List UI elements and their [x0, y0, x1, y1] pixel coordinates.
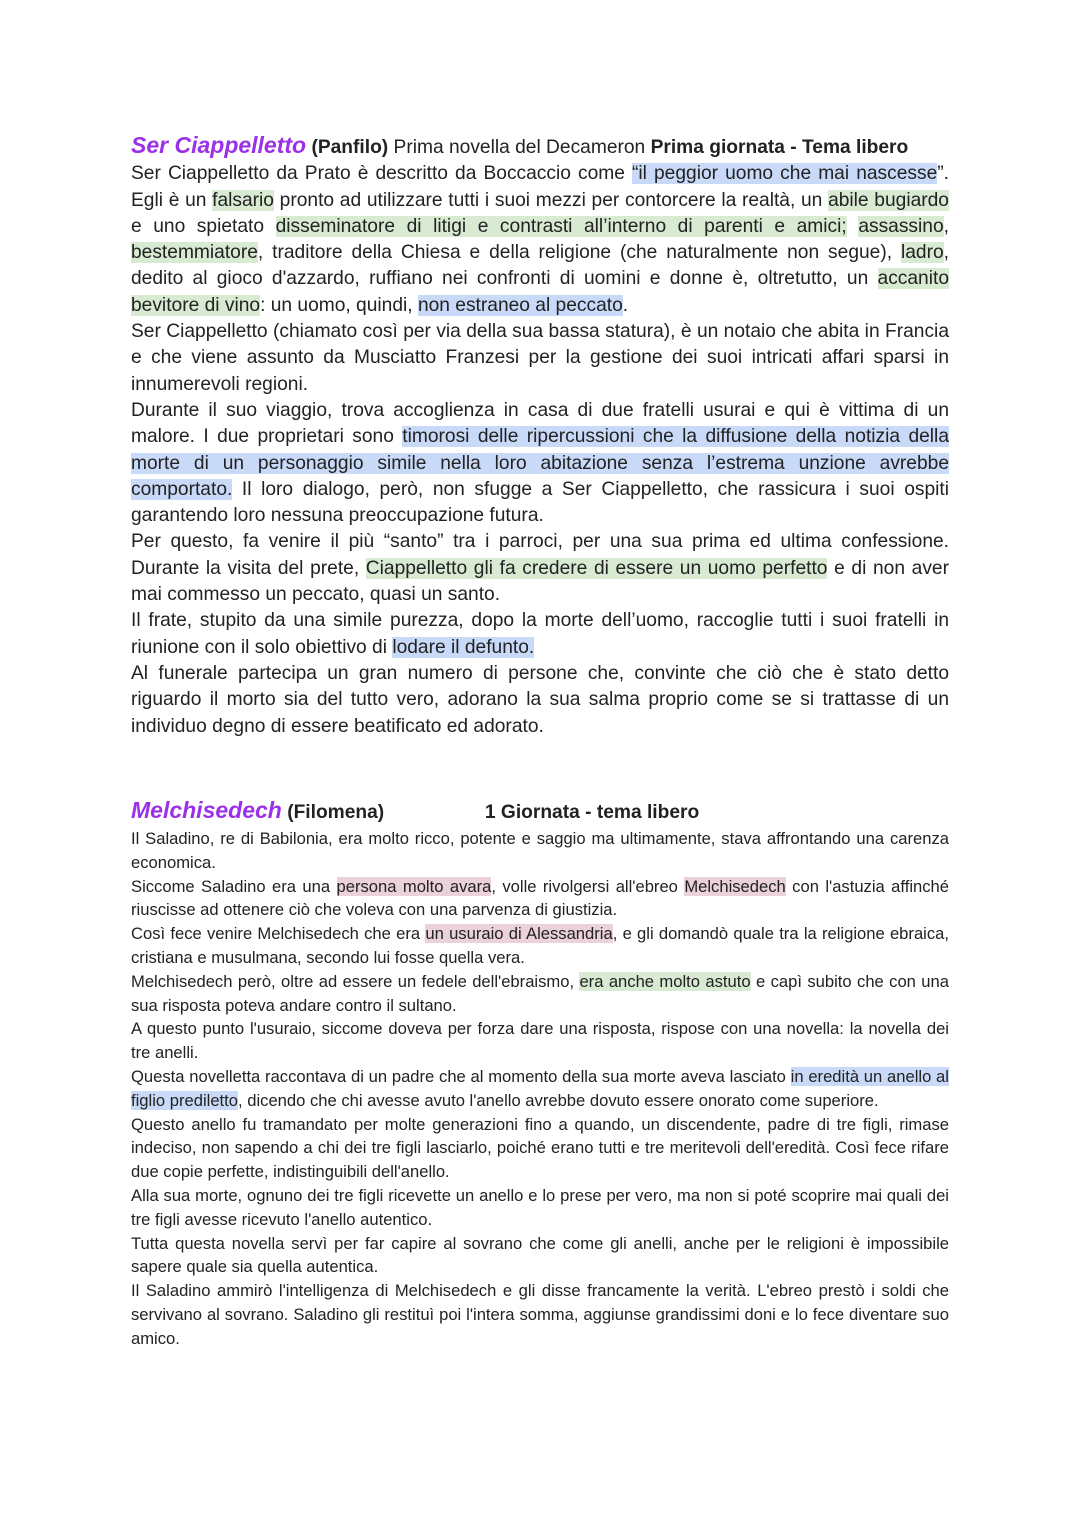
narrator-label: (Filomena) [287, 802, 385, 823]
paragraph [131, 161, 949, 319]
text-run: A questo punto l'usuraio, siccome doveva per forza dare una risposta, rispose con una novella: la novella dei tre anelli. [131, 1019, 949, 1063]
text-run: Per questo, fa venire il più “santo” tra i parroci, per una sua prima ed ultima confessione. Durante la visita del prete, [131, 531, 949, 579]
highlighted-text: era anche molto astuto [579, 971, 751, 991]
section-ser-ciappelletto [131, 132, 949, 740]
text-run: Durante il suo viaggio, trova accoglienza in casa di due fratelli usurai e qui è vittima di un malore. I due proprietari sono [131, 399, 949, 448]
highlighted-text: assassino [858, 215, 944, 237]
highlighted-text: falsario [212, 189, 274, 211]
intro-text: Prima novella del Decameron [393, 137, 646, 158]
text-run: , dedito al gioco d'azzardo, ruffiano nei confronti di uomini e donne è, oltretutto, un [131, 242, 949, 290]
text-run: Siccome Saladino era una [131, 876, 337, 896]
text-run: , e gli domandò quale tra la religione ebraica, cristiana e musulmana, secondo lui fosse quella vera. [131, 924, 949, 967]
text-run: Melchisedech però, oltre ad essere un fedele dell'ebraismo, [131, 971, 580, 991]
paragraph [131, 922, 949, 970]
paragraph [131, 529, 949, 608]
day-theme-label: Prima giornata - Tema libero [650, 137, 909, 158]
day-theme-label: 1 Giornata - tema libero [484, 802, 700, 823]
text-run: Ser Ciappelletto (chiamato così per via della sua bassa statura), è un notaio che abita in Francia e che viene assunto da Musciatto Franzesi per la gestione dei suoi intricati affari sparsi in innumerevoli regioni. [131, 321, 949, 395]
paragraph [131, 1113, 949, 1184]
text-run: . [622, 294, 629, 316]
text-run: Questa novelletta raccontava di un padre che al momento della sua morte aveva lasciato [131, 1066, 791, 1086]
paragraph [131, 319, 949, 398]
highlighted-text: un usuraio di Alessandria [425, 924, 613, 944]
text-run: , [943, 215, 949, 237]
paragraph [131, 608, 949, 661]
text-run: Al funerale partecipa un gran numero di persone che, convinte che ciò che è stato detto riguardo il morto sia del tutto vero, adorano la sua salma proprio come se si trattasse di un individuo degno di essere beatificato ed adorato. [131, 662, 949, 737]
paragraph [131, 827, 949, 875]
text-run: Il Saladino ammirò l'intelligenza di Melchisedech e gli disse francamente la verità. L'ebreo prestò i soldi che servivano al sovrano. Saladino gli restituì poi l'intera somma, aggiunse grandissimi doni e lo fece diventare suo amico. [131, 1281, 949, 1348]
paragraph [131, 875, 949, 923]
text-run: e capì subito che con una sua risposta poteva andare contro il sultano. [131, 971, 949, 1015]
text-run: , dicendo che chi avesse avuto l'anello avrebbe dovuto essere onorato come superiore. [238, 1090, 879, 1110]
paragraph [131, 1279, 949, 1350]
paragraph [131, 1065, 949, 1113]
highlighted-text: timorosi delle ripercussioni che la diffusione della notizia della morte di un personaggio simile nella loro abitazione senza l’estrema unzione avrebbe comportato. [131, 426, 949, 500]
text-run: con l'astuzia affinché riuscisse ad ottenere ciò che voleva con una parvenza di giustizia. [131, 876, 949, 920]
highlighted-text: persona molto avara [336, 876, 492, 896]
text-run: Questo anello fu tramandato per molte generazioni fino a quando, un discendente, padre di tre figli, rimase indeciso, non sapendo a chi dei tre figli lasciarlo, poiché erano tutti e tre meritevoli dell'eredità. Così fece rifare due copie perfette, indistinguibili dell'anello. [131, 1114, 949, 1182]
highlighted-text: “il peggior uomo che mai nascesse [632, 163, 938, 185]
text-run: e di non aver mai commesso un peccato, quasi un santo. [131, 557, 949, 606]
text-run: pronto ad utilizzare tutti i suoi mezzi per contorcere la realtà, un [273, 189, 829, 211]
narrator-label: (Panfilo) [311, 137, 389, 158]
section-heading [131, 132, 949, 161]
text-run: Ser Ciappelletto da Prato è descritto da Boccaccio come [131, 163, 633, 185]
text-run: , volle rivolgersi all'ebreo [491, 876, 685, 896]
paragraph [131, 1017, 949, 1065]
text-run: Il loro dialogo, però, non sfugge a Ser Ciappelletto, che rassicura i suoi ospiti garantendo loro nessuna preoccupazione futura. [131, 478, 949, 527]
section-heading [131, 796, 949, 827]
text-run: , traditore della Chiesa e della religione (che naturalmente non segue), [257, 242, 901, 264]
paragraph [131, 398, 949, 529]
text-run: Il Saladino, re di Babilonia, era molto ricco, potente e saggio ma ultimamente, stava affrontando una carenza economica. [131, 829, 949, 872]
paragraph [131, 661, 949, 740]
text-run: Alla sua morte, ognuno dei tre figli ricevette un anello e lo prese per vero, ma non si poté scoprire mai quali dei tre figli avesse ricevuto l'anello autentico. [131, 1185, 949, 1229]
text-run: e uno spietato [131, 215, 276, 237]
highlighted-text: Ciappelletto gli fa credere di essere un uomo perfetto [365, 557, 828, 579]
highlighted-text: bestemmiatore [131, 242, 258, 264]
section-title: Ser Ciappelletto [131, 132, 307, 158]
highlighted-text: Melchisedech [684, 876, 786, 896]
text-run: Così fece venire Melchisedech che era [131, 924, 426, 944]
section-body [131, 161, 949, 740]
paragraph [131, 1184, 949, 1232]
text-run [847, 216, 859, 237]
text-run: Il frate, stupito da una simile purezza, dopo la morte dell’uomo, raccoglie tutti i suoi fratelli in riunione con il solo obiettivo di [131, 610, 949, 658]
highlighted-text: non estraneo al peccato [417, 294, 623, 316]
highlighted-text: ladro [900, 242, 944, 264]
highlighted-text: disseminatore di litigi e contrasti all’interno di parenti e amici; [275, 215, 847, 237]
highlighted-text: in eredità un anello al figlio prediletto [131, 1066, 949, 1110]
highlighted-text: lodare il defunto. [392, 636, 535, 658]
text-run: ”. Egli è un [131, 163, 949, 211]
paragraph [131, 1232, 949, 1280]
text-run: : un uomo, quindi, [260, 294, 418, 316]
highlighted-text: accanito bevitore di vino [131, 268, 949, 316]
text-run: Tutta questa novella servì per far capire al sovrano che come gli anelli, anche per le religioni è impossibile sapere quale sia quella autentica. [131, 1233, 949, 1277]
section-melchisedech [131, 796, 949, 1351]
highlighted-text: abile bugiardo [828, 189, 949, 211]
section-body [131, 827, 949, 1351]
section-title: Melchisedech [131, 797, 282, 823]
paragraph [131, 970, 949, 1018]
